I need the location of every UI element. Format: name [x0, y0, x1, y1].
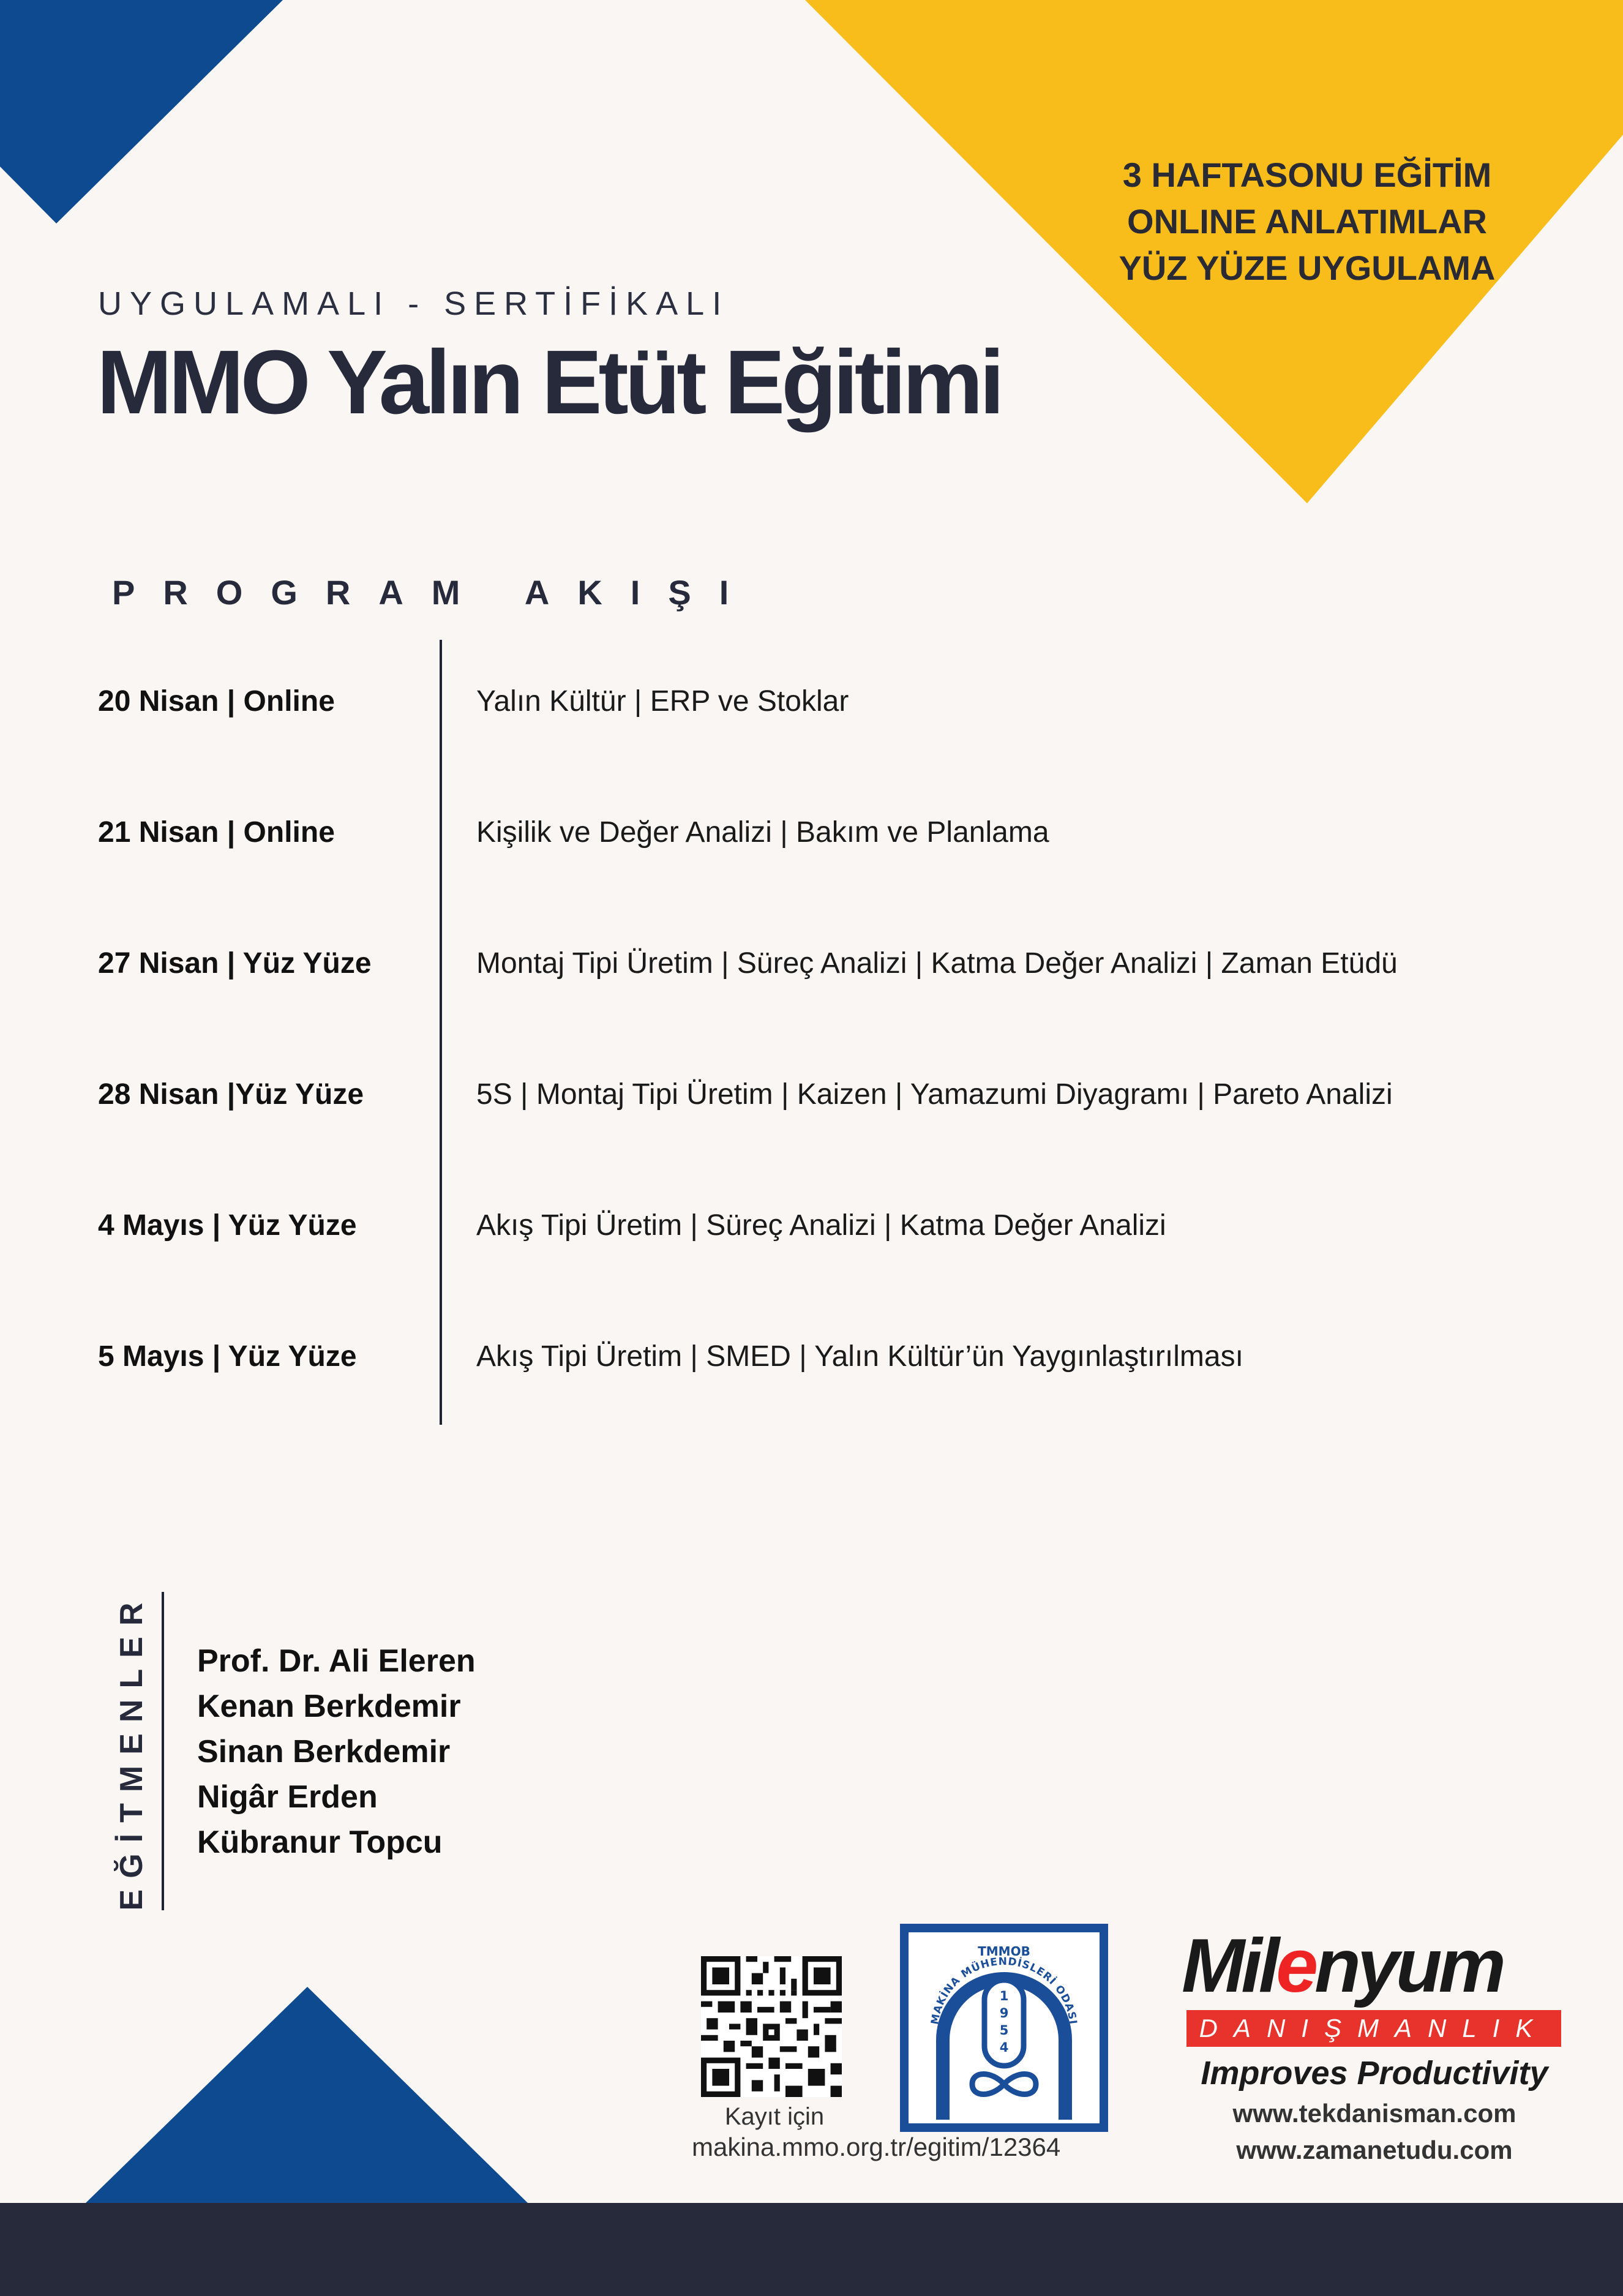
mmo-year-digit: 5: [999, 2023, 1009, 2038]
mmo-year-digit: 1: [999, 1989, 1009, 2003]
trainers-label: EĞİTMENLER: [114, 1591, 149, 1911]
trainer-name: Sinan Berkdemir: [197, 1734, 451, 1769]
registration-label: Kayıt için: [724, 2103, 825, 2130]
trainers-divider: [162, 1592, 164, 1910]
badge-line-1: 3 HAFTASONU EĞİTİM: [1122, 156, 1492, 194]
program-row-date: 28 Nisan |Yüz Yüze: [98, 1078, 364, 1111]
website-link[interactable]: www.zamanetudu.com: [1236, 2136, 1513, 2164]
program-row-date: 4 Mayıs | Yüz Yüze: [98, 1209, 357, 1242]
website-link[interactable]: www.tekdanisman.com: [1232, 2099, 1516, 2128]
program-row-topic: Yalın Kültür | ERP ve Stoklar: [476, 685, 849, 718]
program-row-topic: Akış Tipi Üretim | SMED | Yalın Kültür’ün Yaygınlaştırılması: [476, 1340, 1243, 1373]
trainer-name: Kübranur Topcu: [197, 1825, 443, 1860]
bottom-left-blue-triangle: [86, 1987, 528, 2203]
milenyum-tagline: Improves Productivity: [1201, 2055, 1548, 2092]
program-row-topic: Akış Tipi Üretim | Süreç Analizi | Katma Değer Analizi: [476, 1209, 1166, 1242]
program-row-topic: Montaj Tipi Üretim | Süreç Analizi | Katma Değer Analizi | Zaman Etüdü: [476, 947, 1398, 980]
program-row-date: 21 Nisan | Online: [98, 816, 335, 849]
page-title: MMO Yalın Etüt Eğitimi: [97, 332, 1001, 433]
program-row-topic: 5S | Montaj Tipi Üretim | Kaizen | Yamazumi Diyagramı | Pareto Analizi: [476, 1078, 1393, 1111]
program-divider: [440, 640, 442, 1425]
badge-line-2: ONLINE ANLATIMLAR: [1127, 202, 1487, 241]
registration-url[interactable]: makina.mmo.org.tr/egitim/12364: [692, 2133, 1061, 2161]
trainer-name: Nigâr Erden: [197, 1779, 378, 1815]
mmo-year-digit: 4: [999, 2040, 1009, 2055]
milenyum-logo-name: [1182, 1923, 1502, 2009]
program-row-topic: Kişilik ve Değer Analizi | Bakım ve Planlama: [476, 816, 1049, 849]
program-row-date: 27 Nisan | Yüz Yüze: [98, 947, 372, 980]
page-subtitle: UYGULAMALI - SERTİFİKALI: [98, 285, 730, 322]
training-format-badge: [1084, 152, 1531, 291]
footer-bar: [0, 2203, 1623, 2296]
milenyum-name-part: Mil: [1182, 1924, 1276, 2008]
registration-qr-code[interactable]: [701, 1956, 842, 2097]
mmo-year-digit: 9: [999, 2006, 1009, 2020]
trainers-label-wrap: [110, 1592, 153, 1910]
trainers-list: [197, 1638, 476, 1865]
mmo-logo: [900, 1924, 1108, 2132]
mmo-logo-arc-text: MAKİNA MÜHENDİSLERİ ODASI: [929, 1955, 1079, 2026]
program-row-date: 20 Nisan | Online: [98, 685, 335, 718]
milenyum-name-part: nyum: [1314, 1924, 1502, 2008]
trainer-name: Prof. Dr. Ali Eleren: [197, 1643, 476, 1679]
program-section-title: PROGRAM AKIŞI: [112, 573, 757, 612]
top-left-blue-triangle: [0, 0, 283, 223]
milenyum-name-e: e: [1276, 1924, 1315, 2008]
mmo-logo-top-text: TMMOB: [978, 1944, 1030, 1959]
badge-line-3: YÜZ YÜZE UYGULAMA: [1119, 249, 1496, 287]
milenyum-subtitle: DANIŞMANLIK: [1186, 2010, 1561, 2047]
program-row-date: 5 Mayıs | Yüz Yüze: [98, 1340, 357, 1373]
trainer-name: Kenan Berkdemir: [197, 1689, 461, 1724]
